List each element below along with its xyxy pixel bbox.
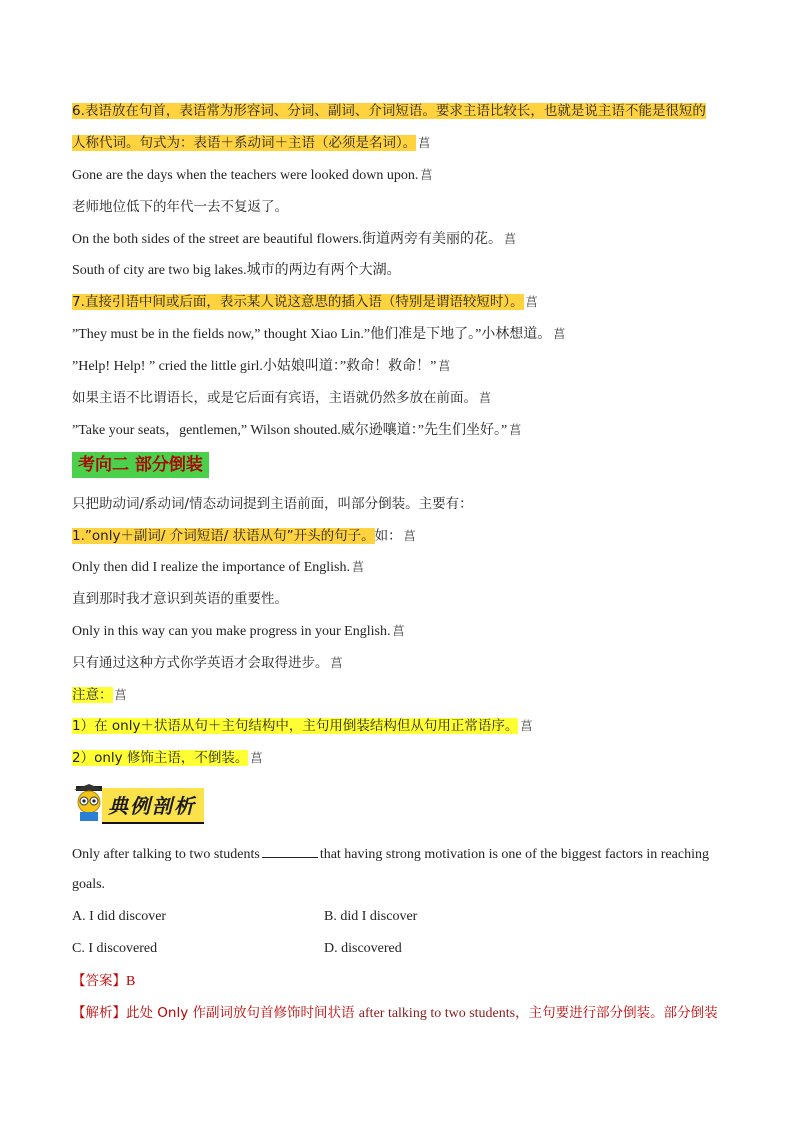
answer-label: 【答案】 bbox=[72, 973, 126, 989]
rule-suffix: 如： bbox=[374, 528, 402, 544]
translation-line bbox=[72, 197, 724, 217]
translation-line bbox=[72, 589, 724, 609]
intro-text: 只把助动词/系动词/情态动词提到主语前面，叫部分倒装。主要有： bbox=[72, 496, 473, 512]
translation-line bbox=[72, 653, 724, 673]
paragraph-mark: 菖 bbox=[114, 688, 127, 702]
note-text: 如果主语不比谓语长，或是它后面有宾语，主语就仍然多放在前面。 bbox=[72, 390, 477, 406]
answer-line bbox=[72, 971, 724, 992]
paragraph-mark: 菖 bbox=[250, 751, 263, 765]
option-b: B. did I discover bbox=[324, 909, 418, 924]
example-sentence bbox=[72, 420, 724, 441]
paragraph-mark: 菖 bbox=[553, 327, 566, 341]
rule-6-line-2 bbox=[72, 133, 724, 153]
analysis-line bbox=[72, 1003, 724, 1024]
highlighted-text: 2）only 修饰主语，不倒装。 bbox=[72, 750, 249, 766]
paragraph-mark: 菖 bbox=[420, 168, 433, 182]
graduate-owl-icon bbox=[72, 784, 106, 824]
example-sentence bbox=[72, 621, 724, 642]
paragraph-mark: 菖 bbox=[509, 423, 522, 437]
answer-value: B bbox=[126, 974, 136, 989]
analysis-text: 此处 Only 作副词放句首修饰时间状语 bbox=[126, 1005, 359, 1021]
rule-1-line bbox=[72, 526, 724, 546]
example-sentence bbox=[72, 165, 724, 186]
example-text: ”They must be in the fields now,” thought Xiao Lin.”他们准是下地了。”小林想道。 bbox=[72, 327, 552, 342]
banner-title: 典例剖析 bbox=[108, 794, 196, 818]
option-c: C. I discovered bbox=[72, 941, 158, 956]
example-analysis-banner bbox=[72, 784, 204, 826]
highlighted-text: 人称代词。句式为：表语＋系动词＋主语（必须是名词）。 bbox=[72, 135, 417, 151]
stem-text: Only after talking to two students bbox=[72, 847, 260, 862]
stem-text: goals. bbox=[72, 877, 106, 892]
analysis-label: 【解析】 bbox=[72, 1005, 126, 1021]
option-d: D. discovered bbox=[324, 941, 402, 956]
highlighted-text: 7.直接引语中间或后面，表示某人说这意思的插入语（特别是谓语较短时）。 bbox=[72, 294, 524, 310]
paragraph-mark: 菖 bbox=[330, 656, 343, 670]
example-sentence bbox=[72, 229, 724, 250]
example-sentence bbox=[72, 324, 724, 345]
stem-text: that having strong motivation is one of the biggest factors in reaching bbox=[319, 847, 710, 862]
paragraph-mark: 菖 bbox=[418, 136, 431, 150]
analysis-phrase: after talking to two students bbox=[358, 1006, 516, 1021]
section-heading: 考向二 部分倒装 bbox=[72, 452, 209, 478]
example-sentence bbox=[72, 261, 724, 281]
example-text: On the both sides of the street are beautiful flowers.街道两旁有美丽的花。 bbox=[72, 232, 503, 247]
question-stem-line-1 bbox=[72, 843, 724, 865]
intro-line bbox=[72, 494, 724, 514]
paragraph-mark: 菖 bbox=[525, 295, 538, 309]
paragraph-mark: 菖 bbox=[520, 719, 533, 733]
translation-text: 直到那时我才意识到英语的重要性。 bbox=[72, 591, 288, 607]
paragraph-mark: 菖 bbox=[479, 391, 492, 405]
note-item-1 bbox=[72, 716, 724, 736]
note-heading bbox=[72, 685, 724, 705]
example-text: Only in this way can you make progress in your English. bbox=[72, 624, 391, 639]
paragraph-mark: 菖 bbox=[403, 529, 416, 543]
translation-text: 只有通过这种方式你学英语才会取得进步。 bbox=[72, 655, 329, 671]
example-text: Gone are the days when the teachers were looked down upon. bbox=[72, 168, 419, 183]
analysis-text: ，主句要进行部分倒装。部分倒装 bbox=[515, 1005, 718, 1021]
paragraph-mark: 菖 bbox=[392, 624, 405, 638]
highlighted-text: 1.”only＋副词/ 介词短语/ 状语从句”开头的句子。 bbox=[72, 528, 375, 544]
highlighted-text: 6.表语放在句首，表语常为形容词、分词、副词、介词短语。要求主语比较长，也就是说主语不能是很短的 bbox=[72, 103, 706, 119]
highlighted-text: 1）在 only＋状语从句＋主句结构中，主句用倒装结构但从句用正常语序。 bbox=[72, 718, 519, 734]
rule-6-line-1 bbox=[72, 101, 724, 121]
example-sentence bbox=[72, 356, 724, 377]
example-sentence bbox=[72, 557, 724, 578]
question-stem-line-2 bbox=[72, 875, 724, 895]
paragraph-mark: 菖 bbox=[438, 359, 451, 373]
example-text: ”Help! Help! ” cried the little girl.小姑娘叫道：”救命！救命！” bbox=[72, 359, 437, 374]
example-text: Only then did I realize the importance of English. bbox=[72, 560, 350, 575]
translation-text: 老师地位低下的年代一去不复返了。 bbox=[72, 199, 288, 215]
paragraph-mark: 菖 bbox=[504, 232, 517, 246]
example-text: South of city are two big lakes.城市的两边有两个大湖。 bbox=[72, 263, 401, 278]
paragraph-mark: 菖 bbox=[351, 560, 364, 574]
highlighted-text: 注意： bbox=[72, 687, 113, 703]
rule-7-line bbox=[72, 292, 724, 312]
example-text: ”Take your seats，gentlemen,” Wilson shouted.威尔逊嚷道：”先生们坐好。” bbox=[72, 423, 508, 438]
note-item-2 bbox=[72, 748, 724, 768]
option-a: A. I did discover bbox=[72, 909, 167, 924]
answer-blank bbox=[262, 843, 318, 858]
banner-underline bbox=[102, 822, 204, 824]
note-line bbox=[72, 388, 724, 408]
